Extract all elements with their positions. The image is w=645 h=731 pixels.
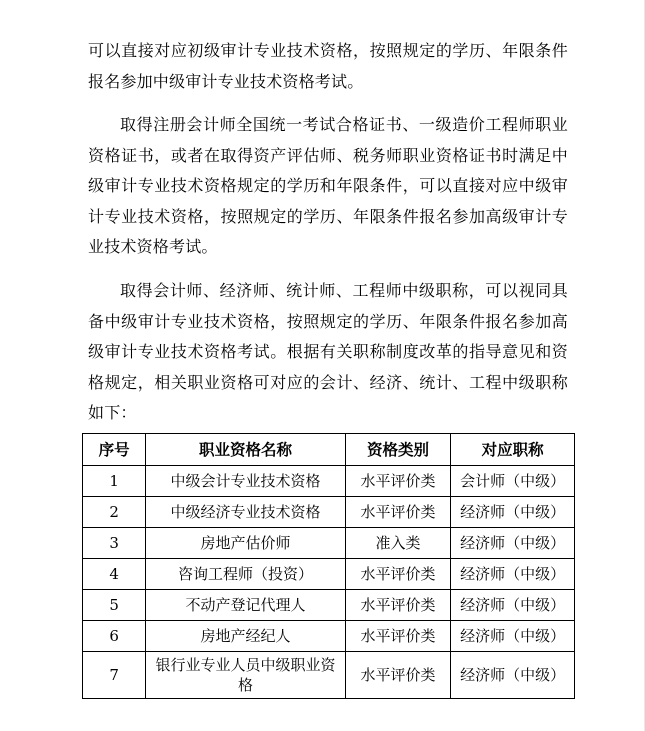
cell-qualification-name: 中级经济专业技术资格 [146, 497, 345, 528]
cell-qualification-name: 咨询工程师（投资） [146, 559, 345, 590]
cell-corresponding-title: 经济师（中级） [451, 652, 575, 699]
cell-qualification-type: 水平评价类 [345, 559, 451, 590]
qualification-table [82, 433, 575, 699]
cell-qualification-name: 中级会计专业技术资格 [146, 466, 345, 497]
paragraph-1: 可以直接对应初级审计专业技术资格，按照规定的学历、年限条件报名参加中级审计专业技术资格考试。 [88, 41, 568, 91]
cell-qualification-type: 水平评价类 [345, 652, 451, 699]
cell-corresponding-title: 经济师（中级） [451, 497, 575, 528]
cell-corresponding-title: 会计师（中级） [451, 466, 575, 497]
cell-qualification-name: 银行业专业人员中级职业资格 [146, 652, 345, 699]
table-row [83, 590, 575, 621]
cell-index: 5 [83, 590, 146, 621]
table-row [83, 652, 575, 699]
header-qualification-type: 资格类别 [345, 434, 451, 466]
cell-index: 4 [83, 559, 146, 590]
paragraph-3: 取得会计师、经济师、统计师、工程师中级职称，可以视同具备中级审计专业技术资格，按照规定的学历、年限条件报名参加高级审计专业技术资格考试。根据有关职称制度改革的指导意见和资格规定，相关职业资格可对应的会计、经济、统计、工程中级职称如下： [88, 281, 568, 422]
cell-qualification-name: 房地产经纪人 [146, 621, 345, 652]
header-index: 序号 [83, 434, 146, 466]
cell-corresponding-title: 经济师（中级） [451, 528, 575, 559]
paragraph-2: 取得注册会计师全国统一考试合格证书、一级造价工程师职业资格证书，或者在取得资产评估师、税务师职业资格证书时满足中级审计专业技术资格规定的学历和年限条件，可以直接对应中级审计专业技术资格，按照规定的学历、年限条件报名参加高级审计专业技术资格考试。 [88, 115, 568, 256]
cell-qualification-type: 水平评价类 [345, 466, 451, 497]
cell-qualification-type: 准入类 [345, 528, 451, 559]
cell-qualification-type: 水平评价类 [345, 621, 451, 652]
cell-corresponding-title: 经济师（中级） [451, 590, 575, 621]
cell-corresponding-title: 经济师（中级） [451, 621, 575, 652]
cell-qualification-type: 水平评价类 [345, 497, 451, 528]
cell-index: 3 [83, 528, 146, 559]
cell-qualification-name: 不动产登记代理人 [146, 590, 345, 621]
cell-index: 6 [83, 621, 146, 652]
table-row [83, 621, 575, 652]
table-row [83, 497, 575, 528]
table-header-row [83, 434, 575, 466]
table-row [83, 528, 575, 559]
table-row [83, 559, 575, 590]
cell-qualification-type: 水平评价类 [345, 590, 451, 621]
table-row [83, 466, 575, 497]
cell-index: 7 [83, 652, 146, 699]
cell-qualification-name: 房地产估价师 [146, 528, 345, 559]
cell-index: 2 [83, 497, 146, 528]
header-corresponding-title: 对应职称 [451, 434, 575, 466]
cell-index: 1 [83, 466, 146, 497]
cell-corresponding-title: 经济师（中级） [451, 559, 575, 590]
header-qualification-name: 职业资格名称 [146, 434, 345, 466]
